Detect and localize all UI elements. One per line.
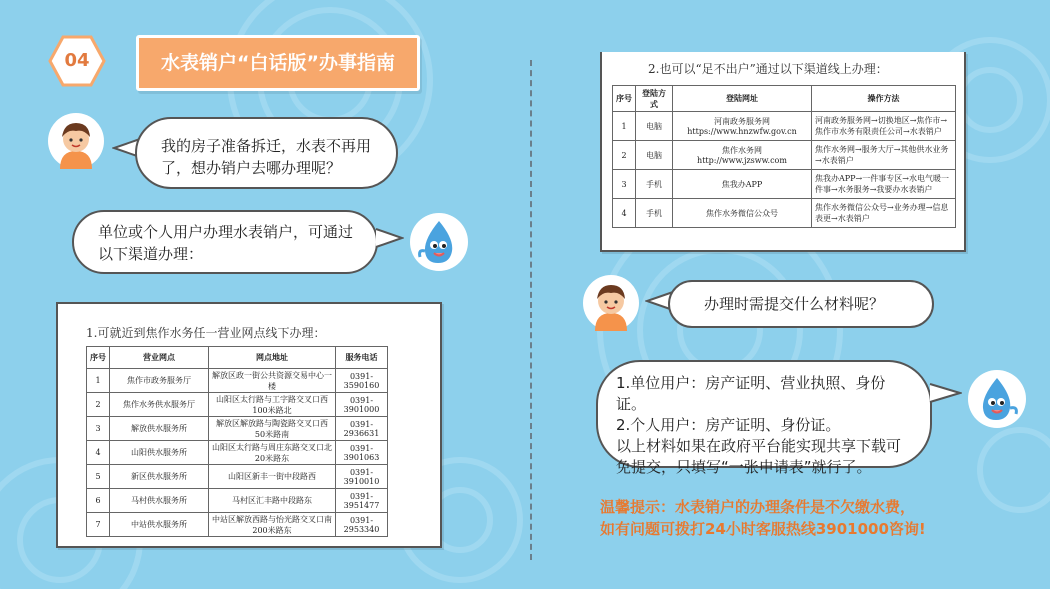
- table-header-cell: 序号: [613, 86, 636, 112]
- table-header-row: [87, 347, 388, 369]
- table-cell: 0391-3901063: [336, 441, 388, 465]
- table-cell: 4: [613, 199, 636, 228]
- table-cell: 焦作市政务服务厅: [110, 369, 209, 393]
- page-title: 水表销户“白话版”办事指南: [136, 35, 420, 91]
- offline-table-body: [87, 369, 388, 537]
- warm-tip: [600, 496, 1020, 540]
- table-cell: 中站区解放西路与怡光路交叉口南200米路东: [209, 513, 336, 537]
- bubble-tail: [928, 380, 962, 406]
- offline-channels-card: [56, 302, 442, 548]
- table-cell: 焦作水务供水服务厅: [110, 393, 209, 417]
- answer-bubble-2: [596, 360, 932, 476]
- table-cell: 解放供水服务所: [110, 417, 209, 441]
- table-cell: 2: [87, 393, 110, 417]
- table-cell: 0391-2936631: [336, 417, 388, 441]
- table-cell: 6: [87, 489, 110, 513]
- table-header-cell: 营业网点: [110, 347, 209, 369]
- materials-individual: 2.个人用户：房产证明、身份证。: [616, 416, 841, 434]
- online-channels-title: 2.也可以“足不出户”通过以下渠道线上办理：: [648, 62, 888, 76]
- question-text-2: 办理时需提交什么材料呢？: [704, 295, 885, 313]
- table-cell: 4: [87, 441, 110, 465]
- water-drop-mascot: [410, 213, 468, 271]
- table-header-cell: 操作方法: [812, 86, 956, 112]
- table-cell: 焦作水务网 http://www.jzsww.com: [673, 141, 812, 170]
- table-row: [87, 465, 388, 489]
- table-header-cell: 序号: [87, 347, 110, 369]
- bubble-tail: [374, 225, 404, 251]
- online-channels-table: [612, 85, 956, 228]
- table-cell: 山阳区新丰一街中段路西: [209, 465, 336, 489]
- question-bubble-2: [668, 280, 934, 328]
- table-cell: 中站供水服务所: [110, 513, 209, 537]
- materials-company: 1.单位用户：房产证明、营业执照、身份证。: [616, 374, 886, 413]
- table-row: [87, 369, 388, 393]
- warm-tip-line-2: 如有问题可拨打24小时客服热线3901000咨询!: [600, 520, 926, 538]
- online-table-body: [613, 112, 956, 228]
- question-bubble-1: [135, 117, 398, 189]
- online-channels-card: [600, 52, 966, 252]
- table-cell: 0391-3901000: [336, 393, 388, 417]
- table-cell: 0391-3590160: [336, 369, 388, 393]
- table-cell: 马村供水服务所: [110, 489, 209, 513]
- table-cell: 焦作水务微信公众号→业务办理→信息表更→水表销户: [812, 199, 956, 228]
- table-row: [613, 112, 956, 141]
- table-cell: 手机: [636, 199, 673, 228]
- table-cell: 电脑: [636, 112, 673, 141]
- table-cell: 焦作水务微信公众号: [673, 199, 812, 228]
- table-cell: 0391-2953340: [336, 513, 388, 537]
- table-row: [87, 513, 388, 537]
- table-cell: 山阳区太行路与工字路交叉口西100米路北: [209, 393, 336, 417]
- table-row: [613, 199, 956, 228]
- table-header-cell: 服务电话: [336, 347, 388, 369]
- boy-avatar: [48, 113, 104, 169]
- table-cell: 马村区汇丰路中段路东: [209, 489, 336, 513]
- table-cell: 0391-3951477: [336, 489, 388, 513]
- table-row: [87, 393, 388, 417]
- warm-tip-line-1: 温馨提示：水表销户的办理条件是不欠缴水费，: [600, 498, 916, 516]
- table-cell: 山阳区太行路与周庄东路交叉口北20米路东: [209, 441, 336, 465]
- table-cell: 解放区解放路与陶瓷路交叉口西50米路南: [209, 417, 336, 441]
- table-cell: 解放区政一街公共资源交易中心一楼: [209, 369, 336, 393]
- table-header-cell: 网点地址: [209, 347, 336, 369]
- table-cell: 电脑: [636, 141, 673, 170]
- offline-channels-title: 1.可就近到焦作水务任一营业网点线下办理：: [86, 326, 326, 340]
- table-header-cell: 登陆方式: [636, 86, 673, 112]
- table-cell: 河南政务服务网 https://www.hnzwfw.gov.cn: [673, 112, 812, 141]
- table-cell: 河南政务服务网→切换地区→焦作市→焦作市水务有限责任公司→水表销户: [812, 112, 956, 141]
- table-cell: 新区供水服务所: [110, 465, 209, 489]
- table-row: [87, 417, 388, 441]
- table-cell: 7: [87, 513, 110, 537]
- offline-outlets-table: [86, 346, 388, 537]
- table-row: [613, 170, 956, 199]
- table-cell: 山阳供水服务所: [110, 441, 209, 465]
- table-cell: 焦我办APP→一件事专区→水电气暖一件事→水务服务→我要办水表销户: [812, 170, 956, 199]
- boy-avatar: [583, 275, 639, 331]
- table-cell: 1: [87, 369, 110, 393]
- table-row: [613, 141, 956, 170]
- answer-text-1: 单位或个人用户办理水表销户，可通过以下渠道办理：: [98, 223, 354, 263]
- table-cell: 焦我办APP: [673, 170, 812, 199]
- answer-bubble-1: [72, 210, 378, 274]
- materials-note: 以上材料如果在政府平台能实现共享下载可免提交，只填写“一张申请表”就行了。: [616, 437, 902, 476]
- table-header-cell: 登陆网址: [673, 86, 812, 112]
- badge-number: 04: [64, 50, 90, 71]
- table-cell: 1: [613, 112, 636, 141]
- water-drop-mascot: [968, 370, 1026, 428]
- table-cell: 2: [613, 141, 636, 170]
- table-row: [87, 489, 388, 513]
- table-cell: 5: [87, 465, 110, 489]
- table-cell: 0391-3910010: [336, 465, 388, 489]
- table-cell: 焦作水务网→服务大厅→其他供水业务→水表销户: [812, 141, 956, 170]
- table-cell: 3: [613, 170, 636, 199]
- table-cell: 手机: [636, 170, 673, 199]
- table-row: [87, 441, 388, 465]
- table-header-row: [613, 86, 956, 112]
- section-badge: [48, 35, 106, 87]
- table-cell: 3: [87, 417, 110, 441]
- question-text-1: 我的房子准备拆迁，水表不再用了，想办销户去哪办理呢？: [161, 137, 372, 177]
- center-divider: [530, 60, 532, 560]
